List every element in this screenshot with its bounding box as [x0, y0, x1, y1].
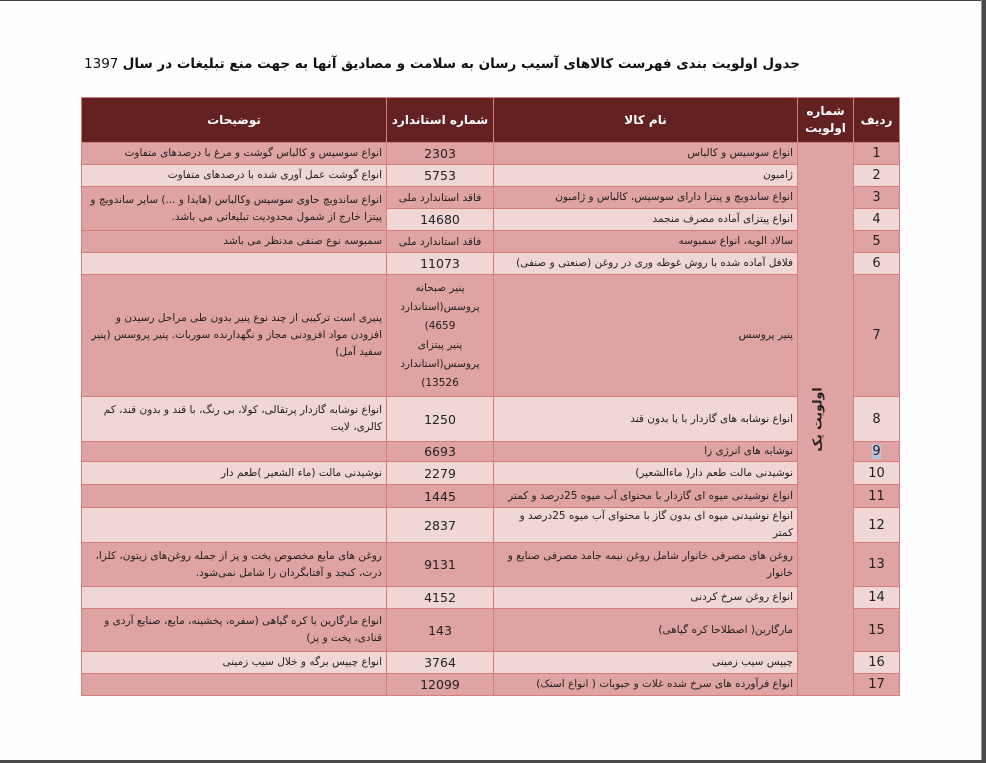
header-priority-line2: اولویت: [805, 121, 846, 135]
table-row: [82, 442, 900, 462]
header-priority: [798, 98, 854, 143]
table-row: [82, 187, 900, 209]
item-name: روغن های مصرفی خانوار شامل روغن نیمه جامد مصرفی صنایع و خانوار: [494, 543, 798, 587]
item-name: انواع نوشیدنی میوه ای گازدار با محتوای آب میوه 25درصد و کمتر: [494, 485, 798, 508]
item-name: نوشابه های انرژی زا: [494, 442, 798, 462]
row-number: 3: [854, 187, 900, 209]
item-name: انواع سوسیس و کالباس: [494, 143, 798, 165]
page-right-scroll-edge: [982, 0, 986, 763]
table-header-row: [82, 98, 900, 143]
header-priority-line1: شماره: [806, 104, 845, 118]
item-name: نوشیدنی مالت طعم دار( ماءالشعیر): [494, 462, 798, 485]
table-row: [82, 508, 900, 543]
header-row-number: ردیف: [854, 98, 900, 143]
row-number: [854, 442, 900, 462]
standard-number: 143: [387, 609, 494, 652]
description: [82, 674, 387, 696]
item-name: انواع پیتزای آماده مصرف منجمد: [494, 209, 798, 231]
description: [82, 587, 387, 609]
table-row: [82, 253, 900, 275]
table-row: [82, 231, 900, 253]
priority-group-label: اولویت یک: [809, 386, 825, 452]
row-number: 1: [854, 143, 900, 165]
standard-number: 2279: [387, 462, 494, 485]
standard-number: 14680: [387, 209, 494, 231]
standard-number: 1250: [387, 397, 494, 442]
row-number: 13: [854, 543, 900, 587]
table-row: [82, 165, 900, 187]
standard-number: 2303: [387, 143, 494, 165]
item-name: فلافل آماده شده با روش غوطه وری در روغن (صنعتی و صنفی): [494, 253, 798, 275]
table-row: [82, 485, 900, 508]
header-description: توضیحات: [82, 98, 387, 143]
item-name: انواع نوشیدنی میوه ای بدون گاز با محتوای آب میوه 25درصد و کمتر: [494, 508, 798, 543]
standard-number: 5753: [387, 165, 494, 187]
row-number: 15: [854, 609, 900, 652]
item-name: انواع روغن سرخ کردنی: [494, 587, 798, 609]
description: انواع سوسیس و کالباس گوشت و مرغ با درصدهای متفاوت: [82, 143, 387, 165]
standard-line: 13526): [421, 376, 459, 389]
description: انواع مارگارین یا کره گیاهی (سفره، پخشینه، مایع، صنایع آردی و قنادی، پخت و پز): [82, 609, 387, 652]
description: سمبوسه نوع صنفی مدنظر می باشد: [82, 231, 387, 253]
header-item-name: نام کالا: [494, 98, 798, 143]
page-top-border: [0, 0, 986, 1]
row-number: 8: [854, 397, 900, 442]
standard-line: پروسس(استاندارد: [400, 357, 480, 370]
standard-number: 6693: [387, 442, 494, 462]
description: نوشیدنی مالت (ماء الشعیر )طعم دار: [82, 462, 387, 485]
standard-number: 11073: [387, 253, 494, 275]
item-name: انواع نوشابه های گازدار با یا بدون قند: [494, 397, 798, 442]
standard-number: 1445: [387, 485, 494, 508]
row-number: 14: [854, 587, 900, 609]
priority-group-cell: [798, 143, 854, 696]
item-name: پنیر پروسس: [494, 275, 798, 397]
priority-table: [81, 97, 900, 696]
standard-number: 4152: [387, 587, 494, 609]
description: [82, 485, 387, 508]
row-number: 17: [854, 674, 900, 696]
standard-number: 9131: [387, 543, 494, 587]
document-title: [84, 56, 800, 80]
table-row: [82, 275, 900, 397]
row-number-selected: 9: [872, 444, 881, 459]
standard-number: فاقد استاندارد ملی: [387, 231, 494, 253]
row-number: 10: [854, 462, 900, 485]
description: [82, 508, 387, 543]
table-row: [82, 397, 900, 442]
description: انواع چیپس برگه و خلال سیب زمینی: [82, 652, 387, 674]
row-number: 7: [854, 275, 900, 397]
row-number: 5: [854, 231, 900, 253]
standard-line: پنیر پیتزای: [417, 338, 463, 351]
description: انواع نوشابه گازدار پرتقالی، کولا، بی رنگ، با قند و بدون قند، کم کالری، لایت: [82, 397, 387, 442]
standard-number: 3764: [387, 652, 494, 674]
standard-number-multiline: [387, 275, 494, 397]
table-row: [82, 674, 900, 696]
standard-number: 12099: [387, 674, 494, 696]
description: روغن های مایع مخصوص پخت و پز از جمله روغن‌های زیتون، کلزا، ذرت، کنجد و آفتابگردان را شامل نمی‌شود.: [82, 543, 387, 587]
table-row: [82, 543, 900, 587]
row-number: 2: [854, 165, 900, 187]
standard-number: 2837: [387, 508, 494, 543]
item-name: ژامبون: [494, 165, 798, 187]
table-row: [82, 652, 900, 674]
description: [82, 442, 387, 462]
title-year: 1397: [84, 56, 119, 72]
description: پنیری است ترکیبی از چند نوع پنیر بدون طی مراحل رسیدن و افزودن مواد افزودنی مجاز و نگهدارنده سوربات. پنیر پروسس (پنیر سفید آمل): [82, 275, 387, 397]
item-name: چیپس سیب زمینی: [494, 652, 798, 674]
description: انواع ساندویچ حاوی سوسیس وکالباس (هایدا و ...) سایر ساندویچ و پیتزا خارج از شمول محدودیت تبلیغاتی می باشد.: [82, 187, 387, 231]
standard-line: 4659): [424, 319, 456, 332]
title-text: جدول اولویت بندی فهرست کالاهای آسیب رسان به سلامت و مصادیق آنها به جهت منع تبلیغات در سال: [122, 56, 800, 72]
standard-number: فاقد استاندارد ملی: [387, 187, 494, 209]
description: انواع گوشت عمل آوری شده با درصدهای متفاوت: [82, 165, 387, 187]
row-number: 11: [854, 485, 900, 508]
row-number: 12: [854, 508, 900, 543]
description: [82, 253, 387, 275]
item-name: انواع ساندویچ و پیتزا دارای سوسیس، کالباس و ژامبون: [494, 187, 798, 209]
standard-line: پروسس(استاندارد: [400, 300, 480, 313]
header-standard-number: شماره استاندارد: [387, 98, 494, 143]
table-row: [82, 462, 900, 485]
table-row: [82, 587, 900, 609]
item-name: سالاد الویه، انواع سمبوسه: [494, 231, 798, 253]
standard-line: پنیر صبحانه: [415, 281, 465, 294]
row-number: 4: [854, 209, 900, 231]
row-number: 6: [854, 253, 900, 275]
table-row: [82, 143, 900, 165]
row-number: 16: [854, 652, 900, 674]
item-name: مارگارین( اصطلاحا کره گیاهی): [494, 609, 798, 652]
item-name: انواع فرآورده های سرخ شده غلات و حبوبات ( انواع اسنک): [494, 674, 798, 696]
table-row: [82, 609, 900, 652]
